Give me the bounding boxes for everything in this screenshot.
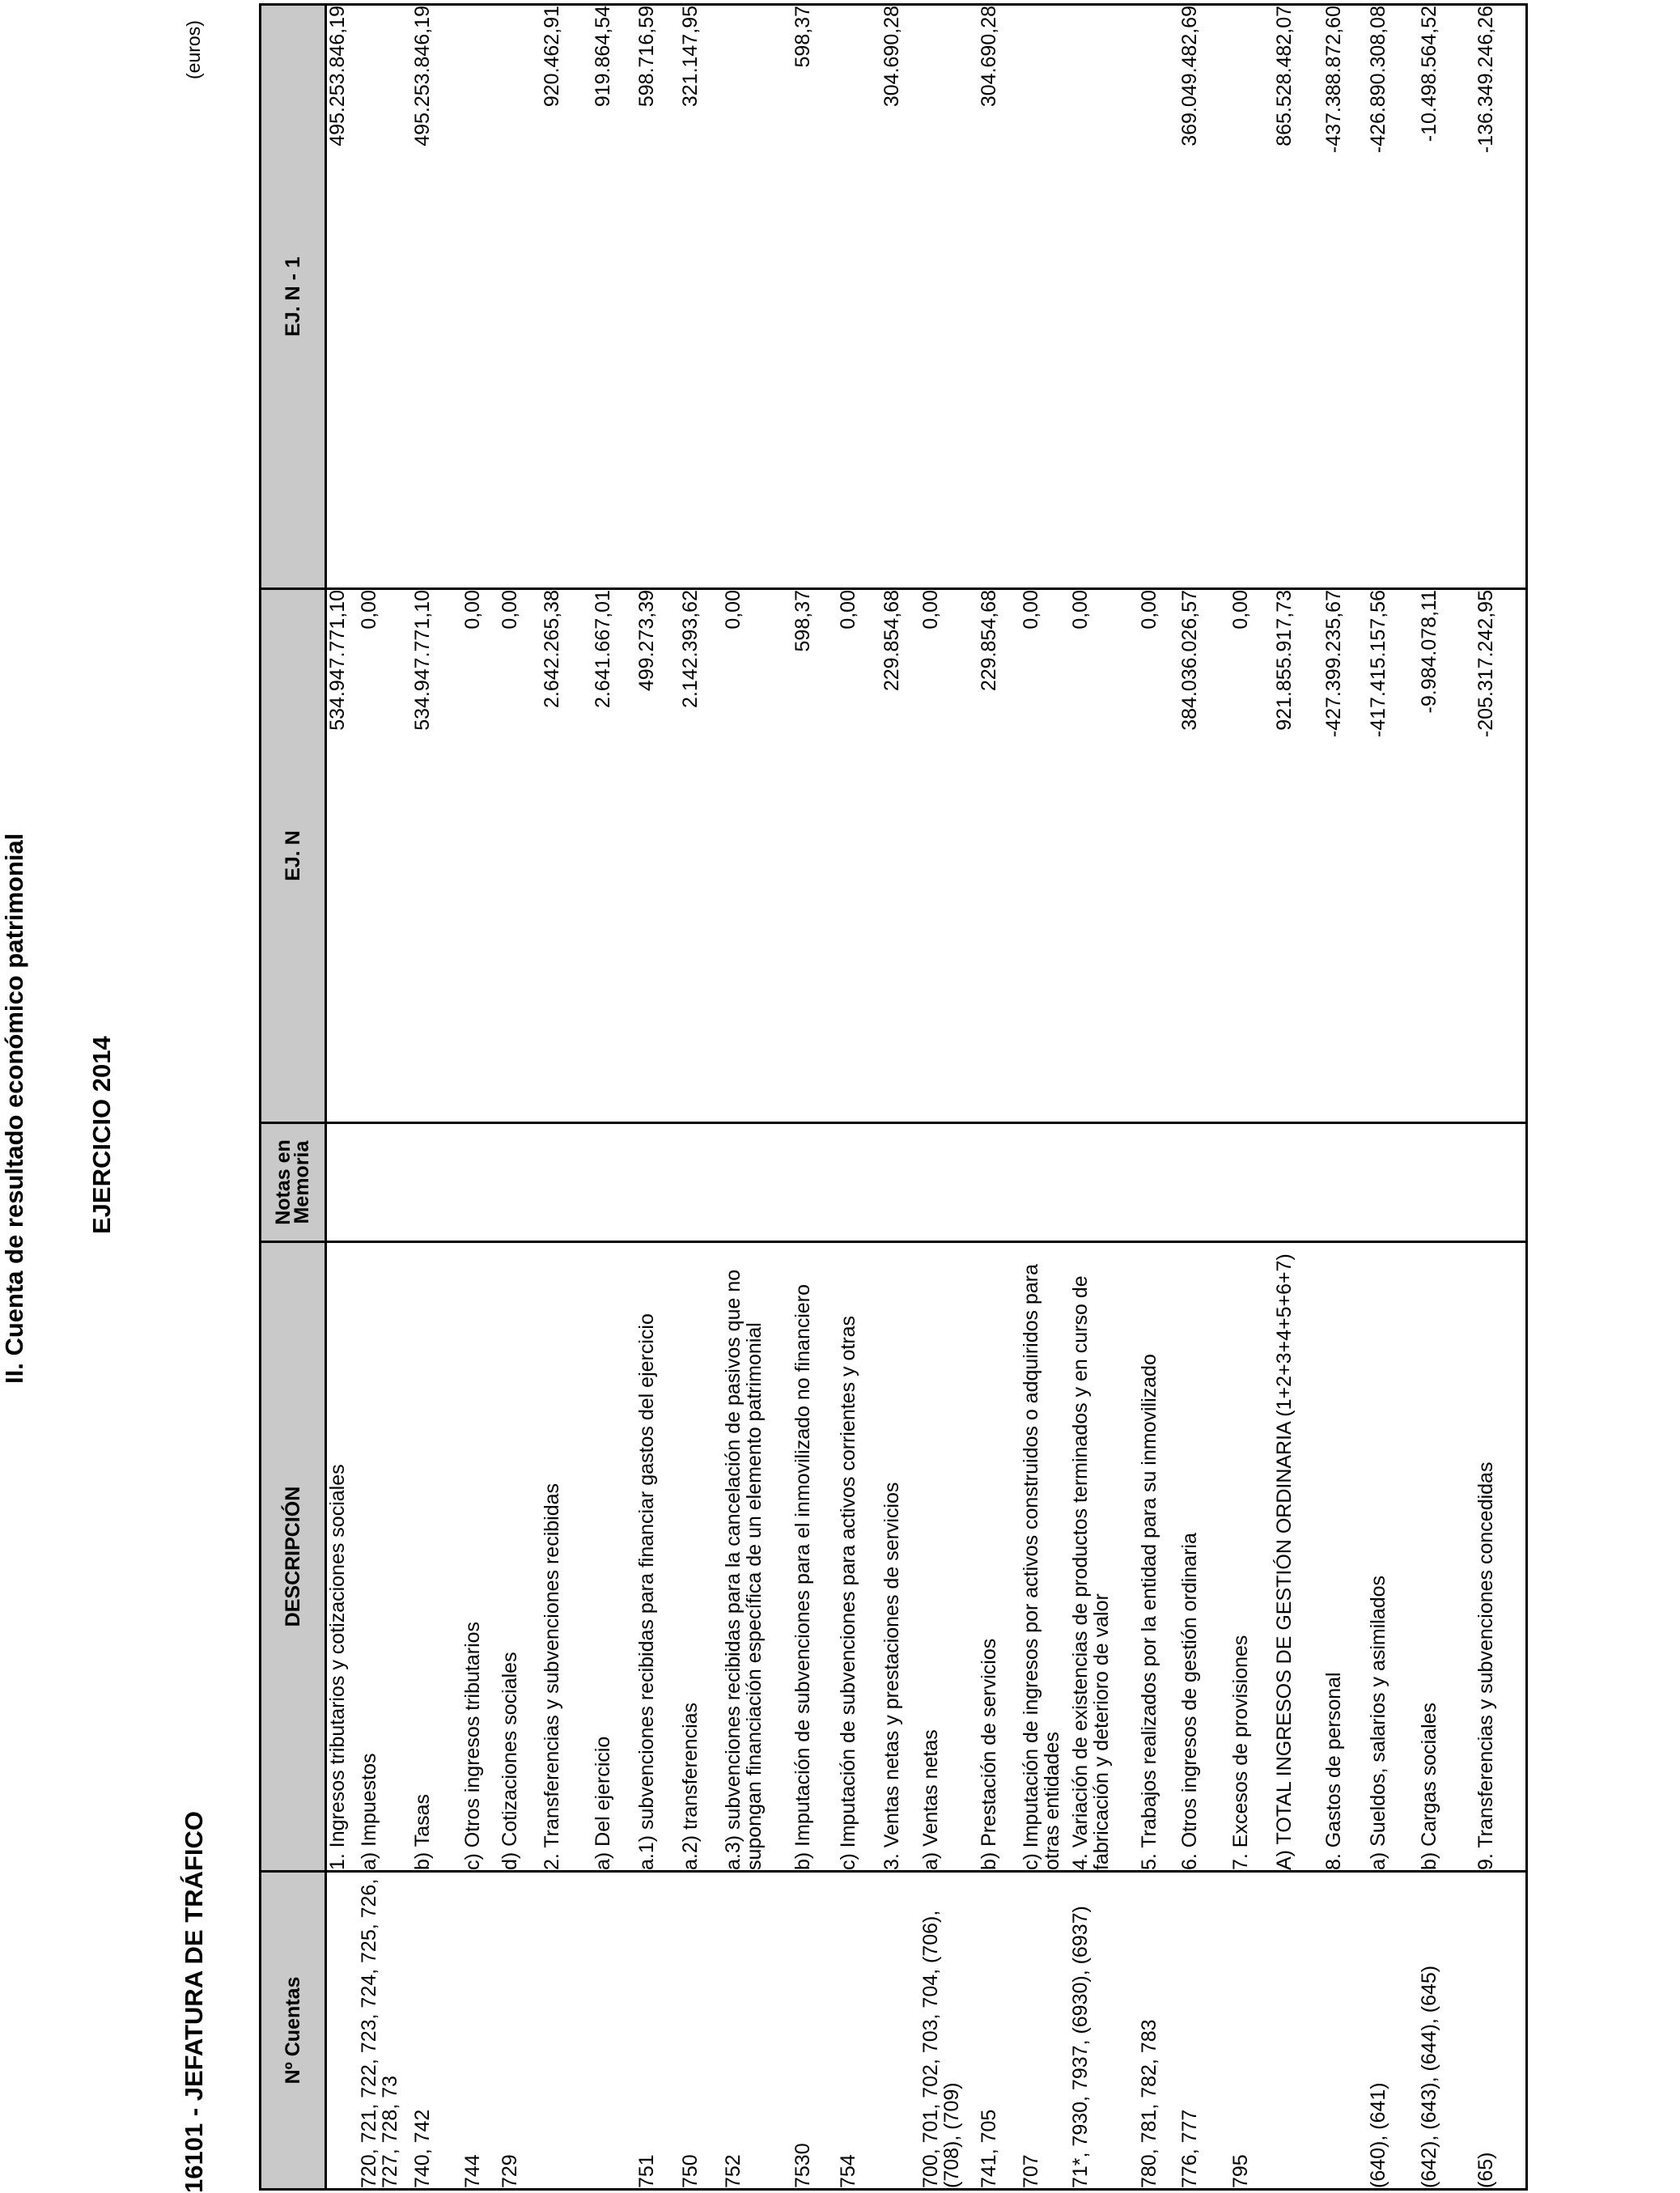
- description-cell: a) Impuestos: [358, 1242, 412, 1872]
- notes-cell: [680, 1123, 723, 1242]
- current-year-value: -9.984.078,11: [1419, 589, 1475, 1123]
- current-year-value: 0,00: [358, 589, 412, 1123]
- current-year-value: 0,00: [499, 589, 541, 1123]
- previous-year-value: [499, 5, 541, 589]
- description-cell: 1. Ingresos tributarios y cotizaciones sociales: [326, 1242, 358, 1872]
- notes-cell: [1070, 1123, 1139, 1242]
- notes-cell: [920, 1123, 978, 1242]
- table-row: [1139, 5, 1179, 2190]
- notes-cell: [499, 1123, 541, 1242]
- document-title: II. Cuenta de resultado económico patrimonial: [0, 833, 28, 1384]
- account-cell: 707: [1020, 1872, 1070, 2190]
- previous-year-value: 865.528.482,07: [1274, 5, 1323, 589]
- description-cell: b) Cargas sociales: [1419, 1242, 1475, 1872]
- account-cell: 780, 781, 782, 783: [1139, 1872, 1179, 2190]
- current-year-value: 0,00: [1139, 589, 1179, 1123]
- description-cell: a.1) subvenciones recibidas para financiar gastos del ejercicio: [636, 1242, 680, 1872]
- notes-cell: [636, 1123, 680, 1242]
- account-cell: 741, 705: [978, 1872, 1020, 2190]
- table-row: [358, 5, 412, 2190]
- table-row: [792, 5, 838, 2190]
- notes-cell: [1020, 1123, 1070, 1242]
- previous-year-value: 495.253.846,19: [326, 5, 358, 589]
- table-row: [978, 5, 1020, 2190]
- account-cell: 729: [499, 1872, 541, 2190]
- account-cell: [326, 1872, 358, 2190]
- table-row: [1070, 5, 1139, 2190]
- description-cell: c) Imputación de subvenciones para activos corrientes y otras: [838, 1242, 881, 1872]
- notes-cell: [838, 1123, 881, 1242]
- table-row: [326, 5, 358, 2190]
- notes-cell: [358, 1123, 412, 1242]
- table-row: [592, 5, 636, 2190]
- description-cell: a) Sueldos, salarios y asimilados: [1368, 1242, 1419, 1872]
- previous-year-value: 598,37: [792, 5, 838, 589]
- account-cell: 750: [680, 1872, 723, 2190]
- current-year-value: 2.641.667,01: [592, 589, 636, 1123]
- current-year-value: 0,00: [838, 589, 881, 1123]
- previous-year-value: [1139, 5, 1179, 589]
- account-cell: [881, 1872, 920, 2190]
- current-year-value: 0,00: [1020, 589, 1070, 1123]
- table-row: [499, 5, 541, 2190]
- header-notes: Notas en Memoria: [261, 1123, 326, 1242]
- notes-cell: [592, 1123, 636, 1242]
- previous-year-value: [1230, 5, 1274, 589]
- description-cell: A) TOTAL INGRESOS DE GESTIÓN ORDINARIA (1+2+3+4+5+6+7): [1274, 1242, 1323, 1872]
- table-row: [1274, 5, 1323, 2190]
- previous-year-value: -10.498.564,52: [1419, 5, 1475, 589]
- account-cell: 720, 721, 722, 723, 724, 725, 726, 727, 728, 73: [358, 1872, 412, 2190]
- previous-year-value: -136.349.246,26: [1475, 5, 1527, 589]
- account-cell: (642), (643), (644), (645): [1419, 1872, 1475, 2190]
- account-cell: [541, 1872, 592, 2190]
- table-row: [1475, 5, 1527, 2190]
- current-year-value: -417.415.157,56: [1368, 589, 1419, 1123]
- current-year-value: 384.036.026,57: [1179, 589, 1230, 1123]
- account-cell: 751: [636, 1872, 680, 2190]
- current-year-value: 598,37: [792, 589, 838, 1123]
- current-year-value: -205.317.242,95: [1475, 589, 1527, 1123]
- description-cell: b) Imputación de subvenciones para el inmovilizado no financiero: [792, 1242, 838, 1872]
- header-account: Nº Cuentas: [261, 1872, 326, 2190]
- description-cell: a) Ventas netas: [920, 1242, 978, 1872]
- account-cell: 776, 777: [1179, 1872, 1230, 2190]
- account-cell: 700, 701, 702, 703, 704, (706), (708), (709): [920, 1872, 978, 2190]
- table-row: [1323, 5, 1368, 2190]
- exercise-year: EJERCICIO 2014: [87, 1036, 116, 1234]
- notes-cell: [1179, 1123, 1230, 1242]
- notes-cell: [1475, 1123, 1527, 1242]
- account-cell: [592, 1872, 636, 2190]
- currency-units: (euros): [183, 20, 204, 79]
- table-row: [1368, 5, 1419, 2190]
- notes-cell: [1139, 1123, 1179, 1242]
- notes-cell: [1368, 1123, 1419, 1242]
- current-year-value: 499.273,39: [636, 589, 680, 1123]
- description-cell: a.2) transferencias: [680, 1242, 723, 1872]
- notes-cell: [978, 1123, 1020, 1242]
- account-cell: [1323, 1872, 1368, 2190]
- description-cell: 6. Otros ingresos de gestión ordinaria: [1179, 1242, 1230, 1872]
- notes-cell: [1419, 1123, 1475, 1242]
- table-row: [541, 5, 592, 2190]
- current-year-value: 0,00: [920, 589, 978, 1123]
- previous-year-value: -426.890.308,08: [1368, 5, 1419, 589]
- previous-year-value: 369.049.482,69: [1179, 5, 1230, 589]
- account-cell: 7530: [792, 1872, 838, 2190]
- current-year-value: 534.947.771,10: [412, 589, 462, 1123]
- previous-year-value: [462, 5, 499, 589]
- table-body: [326, 5, 1527, 2190]
- table-row: [838, 5, 881, 2190]
- current-year-value: 0,00: [723, 589, 792, 1123]
- notes-cell: [326, 1123, 358, 1242]
- current-year-value: 0,00: [1230, 589, 1274, 1123]
- account-cell: 740, 742: [412, 1872, 462, 2190]
- current-year-value: 0,00: [1070, 589, 1139, 1123]
- previous-year-value: [358, 5, 412, 589]
- table-row: [636, 5, 680, 2190]
- table-row: [1179, 5, 1230, 2190]
- table-row: [881, 5, 920, 2190]
- current-year-value: 534.947.771,10: [326, 589, 358, 1123]
- table-row: [412, 5, 462, 2190]
- table-row: [920, 5, 978, 2190]
- previous-year-value: 304.690,28: [978, 5, 1020, 589]
- previous-year-value: [838, 5, 881, 589]
- description-cell: b) Tasas: [412, 1242, 462, 1872]
- description-cell: 3. Ventas netas y prestaciones de servicios: [881, 1242, 920, 1872]
- table-row: [1020, 5, 1070, 2190]
- header-description: DESCRIPCIÓN: [261, 1242, 326, 1872]
- current-year-value: 0,00: [462, 589, 499, 1123]
- account-cell: (640), (641): [1368, 1872, 1419, 2190]
- description-cell: b) Prestación de servicios: [978, 1242, 1020, 1872]
- current-year-value: -427.399.235,67: [1323, 589, 1368, 1123]
- notes-cell: [1274, 1123, 1323, 1242]
- description-cell: c) Imputación de ingresos por activos construidos o adquiridos para otras entidades: [1020, 1242, 1070, 1872]
- header-current-year: EJ. N: [261, 589, 326, 1123]
- description-cell: 9. Transferencias y subvenciones concedidas: [1475, 1242, 1527, 1872]
- entity-name: 16101 - JEFATURA DE TRÁFICO: [180, 1811, 208, 2193]
- account-cell: [1274, 1872, 1323, 2190]
- previous-year-value: 321.147,95: [680, 5, 723, 589]
- account-cell: 754: [838, 1872, 881, 2190]
- notes-cell: [1230, 1123, 1274, 1242]
- table-row: [723, 5, 792, 2190]
- notes-cell: [792, 1123, 838, 1242]
- description-cell: a.3) subvenciones recibidas para la cancelación de pasivos que no supongan financiación específica de un elemento patrimonial: [723, 1242, 792, 1872]
- income-statement-table: [259, 3, 1528, 2191]
- table-row: [680, 5, 723, 2190]
- table-row: [1230, 5, 1274, 2190]
- previous-year-value: 598.716,59: [636, 5, 680, 589]
- notes-cell: [412, 1123, 462, 1242]
- notes-cell: [723, 1123, 792, 1242]
- description-cell: 2. Transferencias y subvenciones recibidas: [541, 1242, 592, 1872]
- account-cell: 744: [462, 1872, 499, 2190]
- previous-year-value: 304.690,28: [881, 5, 920, 589]
- current-year-value: 2.642.265,38: [541, 589, 592, 1123]
- current-year-value: 229.854,68: [881, 589, 920, 1123]
- previous-year-value: 495.253.846,19: [412, 5, 462, 589]
- current-year-value: 2.142.393,62: [680, 589, 723, 1123]
- notes-cell: [1323, 1123, 1368, 1242]
- account-cell: 71*, 7930, 7937, (6930), (6937): [1070, 1872, 1139, 2190]
- description-cell: 8. Gastos de personal: [1323, 1242, 1368, 1872]
- previous-year-value: [920, 5, 978, 589]
- current-year-value: 921.855.917,73: [1274, 589, 1323, 1123]
- header-previous-year: EJ. N - 1: [261, 5, 326, 589]
- table-row: [1419, 5, 1475, 2190]
- current-year-value: 229.854,68: [978, 589, 1020, 1123]
- description-cell: a) Del ejercicio: [592, 1242, 636, 1872]
- account-cell: (65): [1475, 1872, 1527, 2190]
- previous-year-value: [1020, 5, 1070, 589]
- previous-year-value: -437.388.872,60: [1323, 5, 1368, 589]
- notes-cell: [881, 1123, 920, 1242]
- previous-year-value: 920.462,91: [541, 5, 592, 589]
- account-cell: 752: [723, 1872, 792, 2190]
- previous-year-value: [1070, 5, 1139, 589]
- previous-year-value: 919.864,54: [592, 5, 636, 589]
- description-cell: c) Otros ingresos tributarios: [462, 1242, 499, 1872]
- description-cell: 4. Variación de existencias de productos terminados y en curso de fabricación y deterioro de valor: [1070, 1242, 1139, 1872]
- notes-cell: [541, 1123, 592, 1242]
- notes-cell: [462, 1123, 499, 1242]
- description-cell: 7. Excesos de provisiones: [1230, 1242, 1274, 1872]
- account-cell: 795: [1230, 1872, 1274, 2190]
- table-row: [462, 5, 499, 2190]
- table-header-row: [261, 5, 326, 2190]
- description-cell: d) Cotizaciones sociales: [499, 1242, 541, 1872]
- description-cell: 5. Trabajos realizados por la entidad para su inmovilizado: [1139, 1242, 1179, 1872]
- previous-year-value: [723, 5, 792, 589]
